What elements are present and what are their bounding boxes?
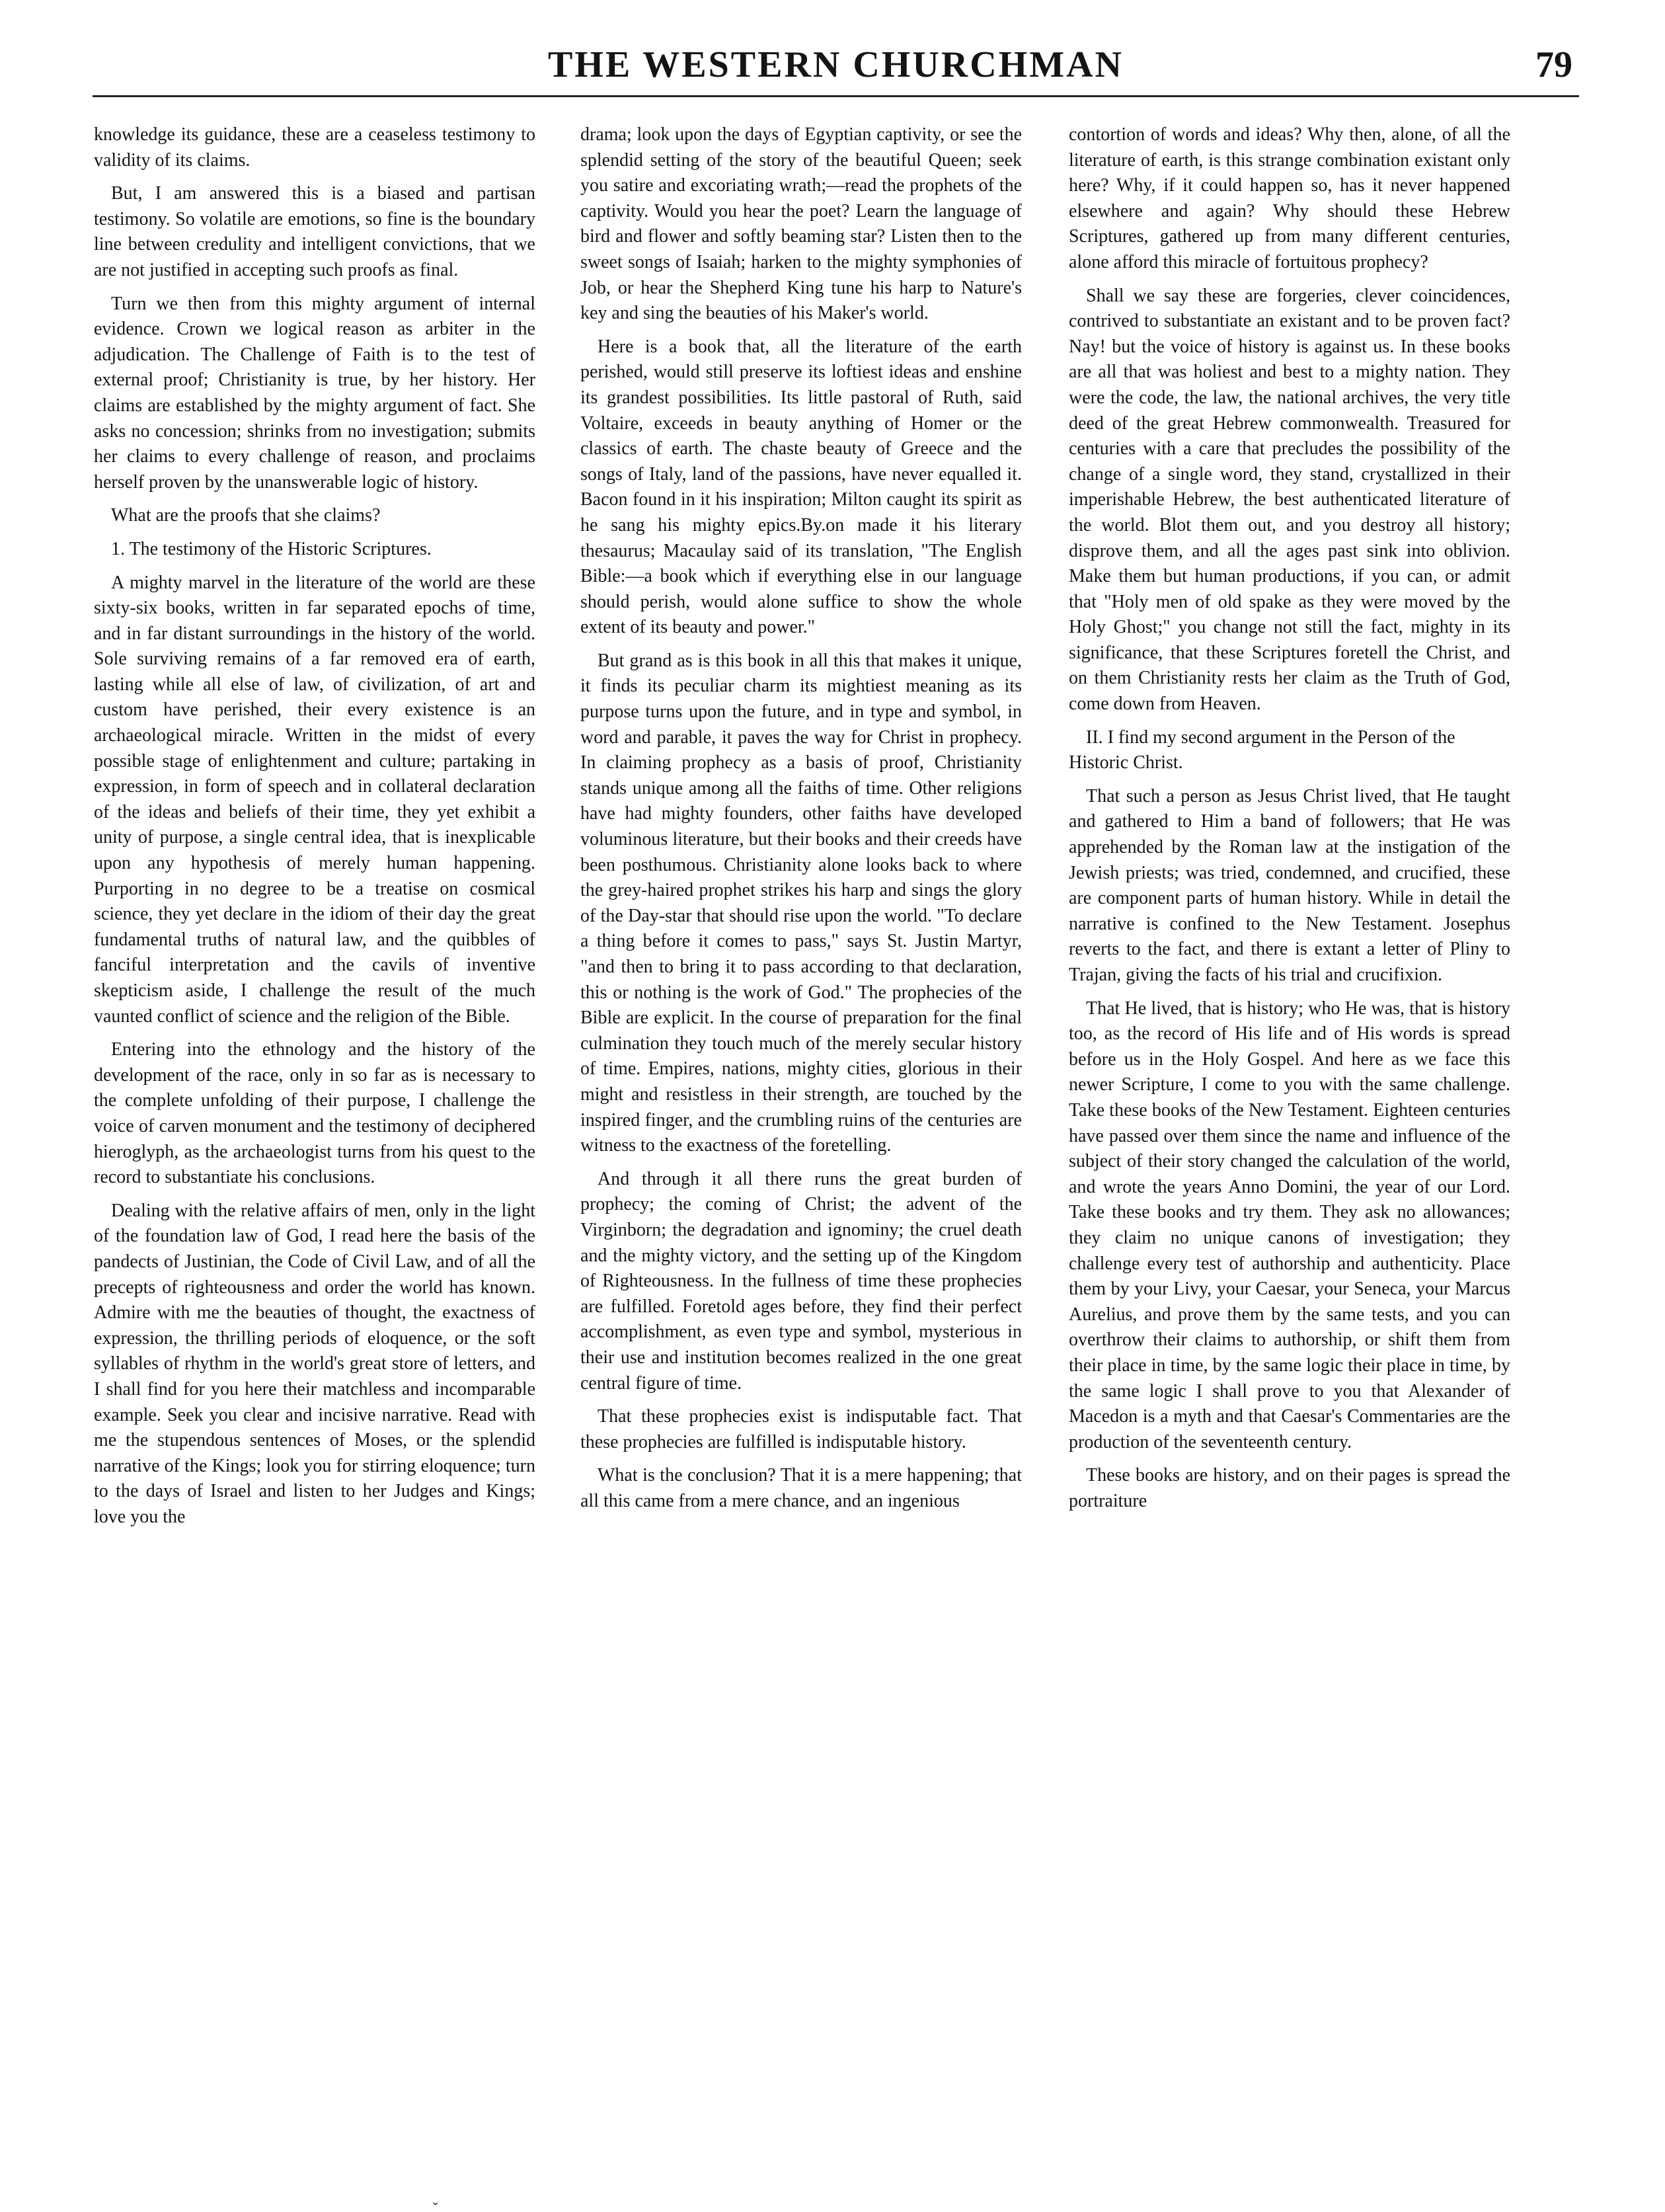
paragraph: Turn we then from this mighty argument of internal evidence. Crown we logical reason as arbiter in the adjudication. The Challenge of Faith is to the test of external proof; Christianity is true, by her history. Her claims are established by the mighty argument of fact. She asks no concession; shrinks from no investigation; submits her claims to every challenge of reason, and proclaims herself proven by the unanswerable logic of history. [94,293,535,493]
paragraph: A mighty marvel in the literature of the world are these sixty-six books, written in far separated epochs of time, and in far distant surroundings in the history of the world. Sole surviving remains of a far removed era of earth, lasting while all else of law, of civilization, of art and custom have perished, their every existence is an archaeological miracle. Written in the midst of every possible stage of enlightenment and culture; partaking in expression, in form of speech and in collateral declaration of the ideas and beliefs of their time, they yet exhibit a unity of purpose, a single central idea, that is inexplicable upon any hypothesis of merely human happening. Purporting in no degree to be a treatise on cosmical science, they yet declare in the idiom of their day the great fundamental truths of natural law, and the quibbles of fanciful interpretation and the cavils of inventive skepticism aside, I challenge the result of the much vaunted conflict of science and the religion of the Bible. [94,572,535,1027]
running-header [93,40,1579,97]
paragraph: But grand as is this book in all this that makes it unique, it finds its peculiar charm its mightiest meaning as its purpose turns upon the future, and in type and symbol, in word and parable, it paves the way for Christ in prophecy. In claiming prophecy as a basis of proof, Christianity stands unique among all the faiths of time. Other religions have had mighty founders, other faiths have developed voluminous literature, but their books and their creeds have been posthumous. Christianity alone looks back to where the grey-haired prophet strikes his harp and sings the glory of the Day-star that should rise upon the world. "To declare a thing before it comes to pass," says St. Justin Martyr, "and then to bring it to pass according to that declaration, this or nothing is the work of God." The prophecies of the Bible are explicit. In the course of preparation for the final culmination they touch much of the merely secular history of time. Empires, nations, mighty cities, glorious in their might and resistless in their strength, are touched by the inspired finger, and the crumbling ruins of the centuries are witness to the exactness of the foretelling. [580,650,1022,1156]
publication-title: THE WESTERN CHURCHMAN [548,44,1124,85]
paragraph: That He lived, that is history; who He was, that is history too, as the record of His life and of His words is spread before us in the Holy Gospel. And here as we face this newer Scripture, I come to you with the same challenge. Take these books of the New Testament. Eighteen centuries have passed over them since the name and influence of the subject of their story changed the calculation of the world, and wrote the years Anno Domini, the year of our Lord. Take these books and try them. They ask no allowances; they claim no unique canons of investigation; they challenge every test of authorship and authenticity. Place them by your Livy, your Caesar, your Seneca, your Marcus Aurelius, and prove them by the same tests, and you can overthrow their claims to authorship, or shift them from their place in time, by the same logic their place in time, by the same logic I shall prove to you that Alexander of Macedon is a myth and that Caesar's Commentaries are the production of the seventeenth century. [1069,998,1510,1452]
paragraph: But, I am answered this is a biased and partisan testimony. So volatile are emotions, so fine is the boundary line between credulity and intelligent convictions, that we are not justified in accepting such proofs as final. [94,183,535,280]
column-3 [1069,122,1510,2152]
paragraph: Here is a book that, all the literature of the earth perished, would still preserve its loftiest ideas and enshine its grandest possibilities. Its little pastoral of Ruth, said Voltaire, exceeds in beauty anything of Homer or the classics of earth. The chaste beauty of Greece and the songs of Italy, land of the passions, have never equalled it. Bacon found in it his inspiration; Milton caught its spirit as he sang his mighty epics.By.on made it his literary thesaurus; Macaulay said of its translation, "The English Bible:—a book which if everything else in our language should perish, would alone suffice to show the whole extent of its beauty and power." [580,336,1022,638]
paragraph: That these prophecies exist is indisputable fact. That these prophecies are fulfilled is indisputable history. [580,1406,1022,1452]
paragraph: Entering into the ethnology and the history of the development of the race, only in so far as is necessary to the complete unfolding of their purpose, I challenge the voice of carven monument and the testimony of deciphered hieroglyph, as the archaeologist turns from his quest to the record to substantiate his conclusions. [94,1039,535,1188]
paragraph: That such a person as Jesus Christ lived, that He taught and gathered to Him a band of followers; that He was apprehended by the Roman law at the instigation of the Jewish priests; was tried, condemned, and crucified, these are component parts of human history. While in detail the narrative is confined to the New Testament. Josephus reverts to the fact, and there is extant a letter of Pliny to Trajan, giving the facts of his trial and crucifixion. [1069,785,1510,985]
paragraph: These books are history, and on their pages is spread the portraiture [1069,1465,1510,1511]
footer-mark: ˬ [433,2188,438,2205]
paragraph: knowledge its guidance, these are a ceaseless testimony to validity of its claims. [94,124,535,171]
paragraph: What are the proofs that she claims? [111,505,381,526]
text-columns [94,122,1584,2152]
paragraph: Shall we say these are forgeries, clever coincidences, contrived to substantiate an existant and to be proven fact? Nay! but the voice of history is against us. In these books are all that was holiest and best to a mighty nation. They were the code, the law, the national archives, the very title deed of the great Hebrew commonwealth. Treasured for centuries with a care that precludes the possibility of the change of a single word, they stand, crystallized in their imperishable Hebrew, the best authenticated literature of the world. Blot them out, and you destroy all history; disprove them, and all the ages past sink into oblivion. Make them but human productions, if you can, or admit that "Holy men of old spake as they were moved by the Holy Ghost;" you change not still the fact, mighty in its significance, that these Scriptures foretell the Christ, and on them Christianity rests her claim as the Truth of God, come down from Heaven. [1069,285,1510,715]
section-heading: II. I find my second argument in the Person of the Historic Christ. [1069,727,1455,773]
section-heading: 1. The testimony of the Historic Scriptures. [111,538,432,559]
paragraph: What is the conclusion? That it is a mere happening; that all this came from a mere chance, and an ingenious [580,1465,1022,1511]
column-1 [94,122,535,2152]
paragraph: contortion of words and ideas? Why then, alone, of all the literature of earth, is this strange combination existant only here? Why, if it could happen so, has it never happened elsewhere and again? Why should these Hebrew Scriptures, gathered up from many different centuries, alone afford this miracle of fortuitous prophecy? [1069,124,1510,272]
column-2 [580,122,1022,2152]
paragraph: Dealing with the relative affairs of men, only in the light of the foundation law of God, I read here the basis of the pandects of Justinian, the Code of Civil Law, and of all the precepts of righteousness and order the world has known. Admire with me the beauties of thought, the exactness of expression, the thrilling periods of eloquence, or the soft syllables of rhythm in the world's great store of letters, and I shall find for you here their matchless and incomparable example. Seek you clear and incisive narrative. Read with me the stupendous sentences of Moses, or the splendid narrative of the Kings; look you for stirring eloquence; turn to the days of Israel and listen to her Judges and Kings; love you the [94,1200,535,1527]
paragraph: And through it all there runs the great burden of prophecy; the coming of Christ; the advent of the Virginborn; the degradation and ignominy; the cruel death and the mighty victory, and the setting up of the Kingdom of Righteousness. In the fullness of time these prophecies are fulfilled. Foretold ages before, they find their perfect accomplishment, as even type and symbol, mysterious in their use and institution becomes realized in the one great central figure of time. [580,1168,1022,1394]
paragraph: drama; look upon the days of Egyptian captivity, or see the splendid setting of the story of the beautiful Queen; seek you satire and excoriating wrath;—read the prophets of the captivity. Would you hear the poet? Learn the language of bird and flower and softly beaming star? Listen then to the sweet songs of Isaiah; harken to the mighty symphonies of Job, or hear the Shepherd King tune his harp to Nature's key and sing the beauties of his Maker's world. [580,124,1022,324]
page-number: 79 [1535,44,1572,85]
